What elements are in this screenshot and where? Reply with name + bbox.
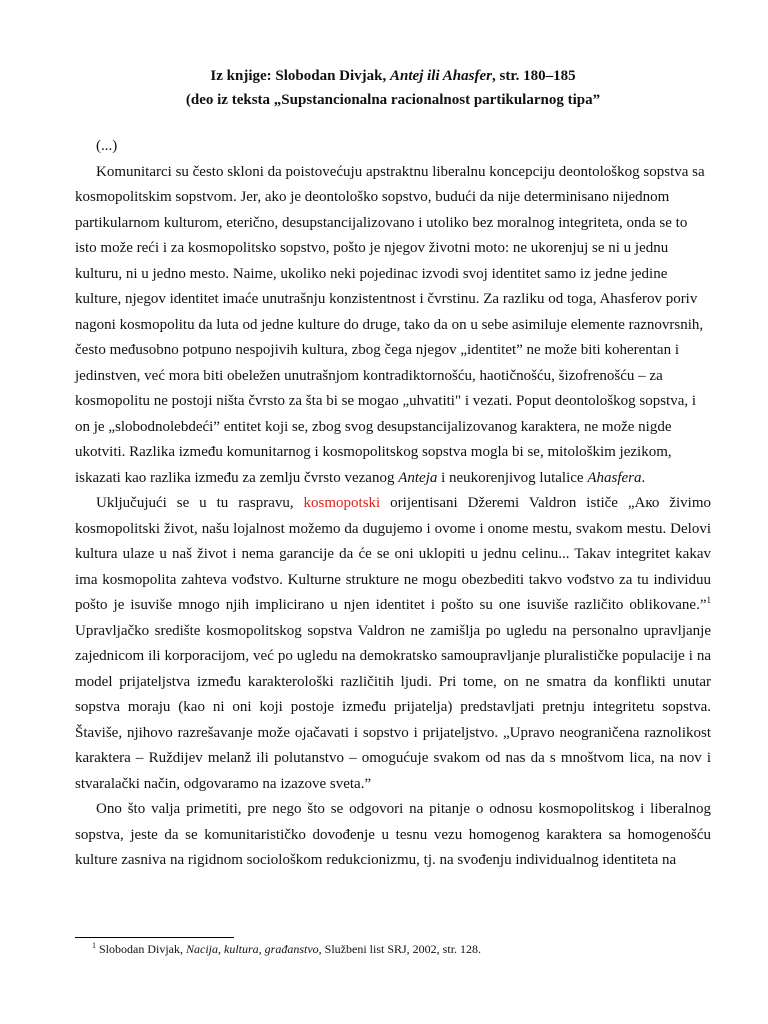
footnote xyxy=(92,941,712,957)
title-suffix: , str. 180–185 xyxy=(491,68,576,84)
footnote-author: Slobodan Divjak, xyxy=(96,942,186,956)
p1-ahasfer: Ahasfera xyxy=(587,469,642,486)
footnote-work: Nacija, kultura, građanstvo xyxy=(186,942,319,956)
paragraph-3: Ono što valja primetiti, pre nego što se odgovori na pitanje o odnosu kosmopolitskog i liberalnog sopstva, jeste da se komunitarističko dovođenje u tesnu vezu homogenog karaktera sa homogenošću kulture zasniva na rigidnom sociološkom redukcionizmu, tj. na svođenju individualnog identiteta na xyxy=(75,801,711,868)
title-prefix: Iz knjige: Slobodan Divjak, xyxy=(210,68,391,84)
p2-start: Uključujući se u tu raspravu, xyxy=(96,495,304,511)
document-title xyxy=(75,64,711,88)
p1-end: . xyxy=(641,469,646,486)
footnote-number: 1 xyxy=(92,941,96,950)
footnote-details: , Službeni list SRJ, 2002, str. 128. xyxy=(318,942,482,956)
p2-quote: orijentisani Džeremi Valdron ističe „Ако živimo kosmopolitski život, našu lojalnost možemo da dugujemo i ovome i onome mestu, svakom mestu. Delovi kultura ulaze u naš život i nema garancije da će se oni uklopiti u jednu celinu... Takav integritet kakav ima kosmopolita zahteva vođstvo. Kulturne strukture ne mogu obezbediti takvo vođstvo za tu individuu pošto je isuviše mnogo njih implicirano u njen identitet i pošto su one isuviše različito oblikovane.” xyxy=(75,495,712,613)
p1-antej: Anteja xyxy=(398,469,438,486)
footnote-divider xyxy=(75,937,234,938)
p1-text: Komunitarci su često skloni da poistovećuju apstraktnu liberalnu koncepciju deontološkog sopstva sa kosmopolitskim sopstvom. Jer, ako je deontološko sopstvo, budući da nije determinisano nijednom partikularnom kulturom, eterično, desupstancijalizovano i utoliko bez moralnog integriteta, onda se to isto može reći i za kosmopolitsko sopstvo, pošto je njegov životni moto: ne ukorenjuj se ni u jednu kulturu, ni u jedno mesto. Naime, ukoliko neki pojedinac izvodi svoj identitet samo iz jedne jedine kulture, njegov identitet imaće unutrašnju konzistentnost i čvrstinu. Za razliku od toga, Ahasferov poriv nagoni kosmopolitu da luta od jedne kulture do druge, tako da on u sebe asimiluje elemente raznovrsnih, često međusobno potpuno nespojivih kultura, zbog čega njegov „identitet” ne može biti koherentan i jedinstven, već mora biti obeležen unutrašnjom kontradiktornošću, haotičnošću, šizofrenošću – za kosmopolitu ne postoji ništa čvrsto za šta bi se mogao „uhvatiti" i vezati. Poput deontološkog sopstva, i on je „slobodnolebdeći” entitet koji se, zbog svog desupstancijalizovanog karaktera, ne može nigde ukotviti. Razlika između komunitarnog i kosmopolitskog sopstva mogla bi se, mitološkim jezikom, iskazati kao razlika između za zemlju čvrsto vezanog xyxy=(75,163,705,486)
document-body xyxy=(75,134,711,874)
ellipsis-line: (...) xyxy=(96,138,118,154)
paragraph-1 xyxy=(75,160,711,492)
document-page xyxy=(75,64,711,874)
p1-text-2: i neukorenjivog lutalice xyxy=(437,469,588,486)
p2-highlighted-word: kosmopotski xyxy=(303,495,381,511)
footnote-reference[interactable]: 1 xyxy=(706,595,711,605)
paragraph-2 xyxy=(75,491,711,797)
document-subtitle: (deo iz teksta „Supstancionalna racionalnost partikularnog tipa” xyxy=(185,92,601,108)
title-book: Antej ili Ahasfer xyxy=(390,68,492,84)
p2-end: Upravljačko središte kosmopolitskog sopstva Valdron ne zamišlja po ugledu na personalno upravljanje zajednicom ili korporacijom, već po ugledu na demokratsko samoupravljanje pluralističke populacije i na model prijateljstva između karakterološki različitih ljudi. Pri tome, on ne smatra da konflikti unutar sopstva moraju (kao ni oni koji postoje između prijatelja) predstavljati pretnju integritetu sopstva. Štaviše, njihovo razrešavanje može ojačavati i sopstvo i prijateljstvo. „Upravo neograničena raznolikost karaktera – Ruždijev melanž ili polutanstvo – omogućuje svakom od nas da s mnoštvom lica, na nov i stvaralački način, odgovaramo na izazove sveta.” xyxy=(75,622,711,792)
